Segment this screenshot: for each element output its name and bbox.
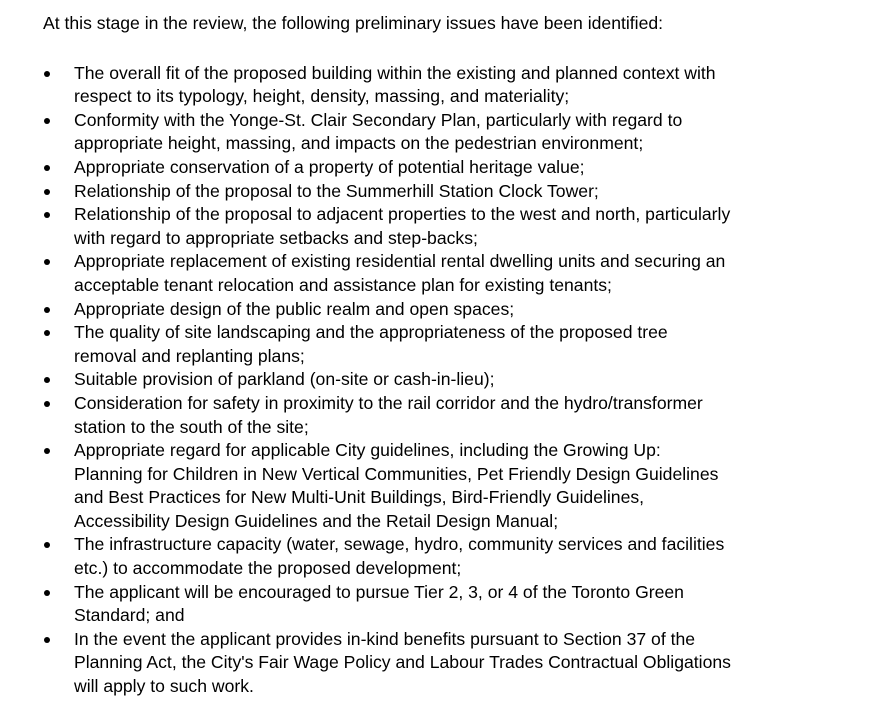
issue-item	[43, 628, 843, 699]
issue-text-line: respect to its typology, height, density, massing, and materiality;	[74, 86, 570, 107]
intro-paragraph: At this stage in the review, the following preliminary issues have been identified:	[43, 13, 664, 33]
issue-item	[43, 180, 843, 204]
issue-text-line: Suitable provision of parkland (on-site or cash-in-lieu);	[74, 369, 495, 390]
issue-text-line: acceptable tenant relocation and assistance plan for existing tenants;	[74, 274, 612, 295]
issue-text-line: Conformity with the Yonge-St. Clair Secondary Plan, particularly with regard to	[74, 109, 683, 130]
issue-item	[43, 298, 843, 322]
issue-item	[43, 581, 843, 628]
issue-item	[43, 368, 843, 392]
issue-text-line: Accessibility Design Guidelines and the Retail Design Manual;	[74, 510, 559, 531]
issue-item	[43, 62, 843, 109]
issue-text-line: Planning Act, the City's Fair Wage Policy and Labour Trades Contractual Obligations	[74, 652, 731, 673]
issue-text-line: Appropriate regard for applicable City guidelines, including the Growing Up:	[74, 440, 661, 461]
issue-text-line: station to the south of the site;	[74, 416, 309, 437]
issue-text-line: Consideration for safety in proximity to the rail corridor and the hydro/transformer	[74, 392, 703, 413]
issue-text-line: Relationship of the proposal to the Summerhill Station Clock Tower;	[74, 180, 599, 201]
issue-item	[43, 321, 843, 368]
issue-text-line: Appropriate conservation of a property of potential heritage value;	[74, 156, 585, 177]
issue-text-line: The overall fit of the proposed building within the existing and planned context with	[74, 62, 716, 83]
issue-item	[43, 533, 843, 580]
issue-text-line: Appropriate design of the public realm and open spaces;	[74, 298, 515, 319]
issue-text-line: The quality of site landscaping and the appropriateness of the proposed tree	[74, 322, 668, 343]
issue-text-line: appropriate height, massing, and impacts on the pedestrian environment;	[74, 133, 644, 154]
issue-text-line: will apply to such work.	[74, 676, 254, 697]
preliminary-issues-list	[43, 62, 843, 699]
issue-text-line: with regard to appropriate setbacks and step-backs;	[74, 227, 478, 248]
issue-text-line: The infrastructure capacity (water, sewage, hydro, community services and facilities	[74, 534, 725, 555]
issue-text-line: The applicant will be encouraged to pursue Tier 2, 3, or 4 of the Toronto Green	[74, 581, 684, 602]
issue-item	[43, 109, 843, 156]
issue-item	[43, 392, 843, 439]
issue-text-line: Planning for Children in New Vertical Communities, Pet Friendly Design Guidelines	[74, 463, 719, 484]
issue-text-line: removal and replanting plans;	[74, 345, 305, 366]
issue-text-line: In the event the applicant provides in-kind benefits pursuant to Section 37 of the	[74, 628, 696, 649]
issue-text-line: Appropriate replacement of existing residential rental dwelling units and securing an	[74, 251, 726, 272]
issue-text-line: and Best Practices for New Multi-Unit Buildings, Bird-Friendly Guidelines,	[74, 487, 645, 508]
issue-text-line: etc.) to accommodate the proposed development;	[74, 558, 462, 579]
issue-item	[43, 156, 843, 180]
issue-text-line: Standard; and	[74, 605, 185, 626]
issue-item	[43, 439, 843, 533]
issue-item	[43, 203, 843, 250]
issue-text-line: Relationship of the proposal to adjacent properties to the west and north, particularly	[74, 204, 731, 225]
issue-item	[43, 250, 843, 297]
